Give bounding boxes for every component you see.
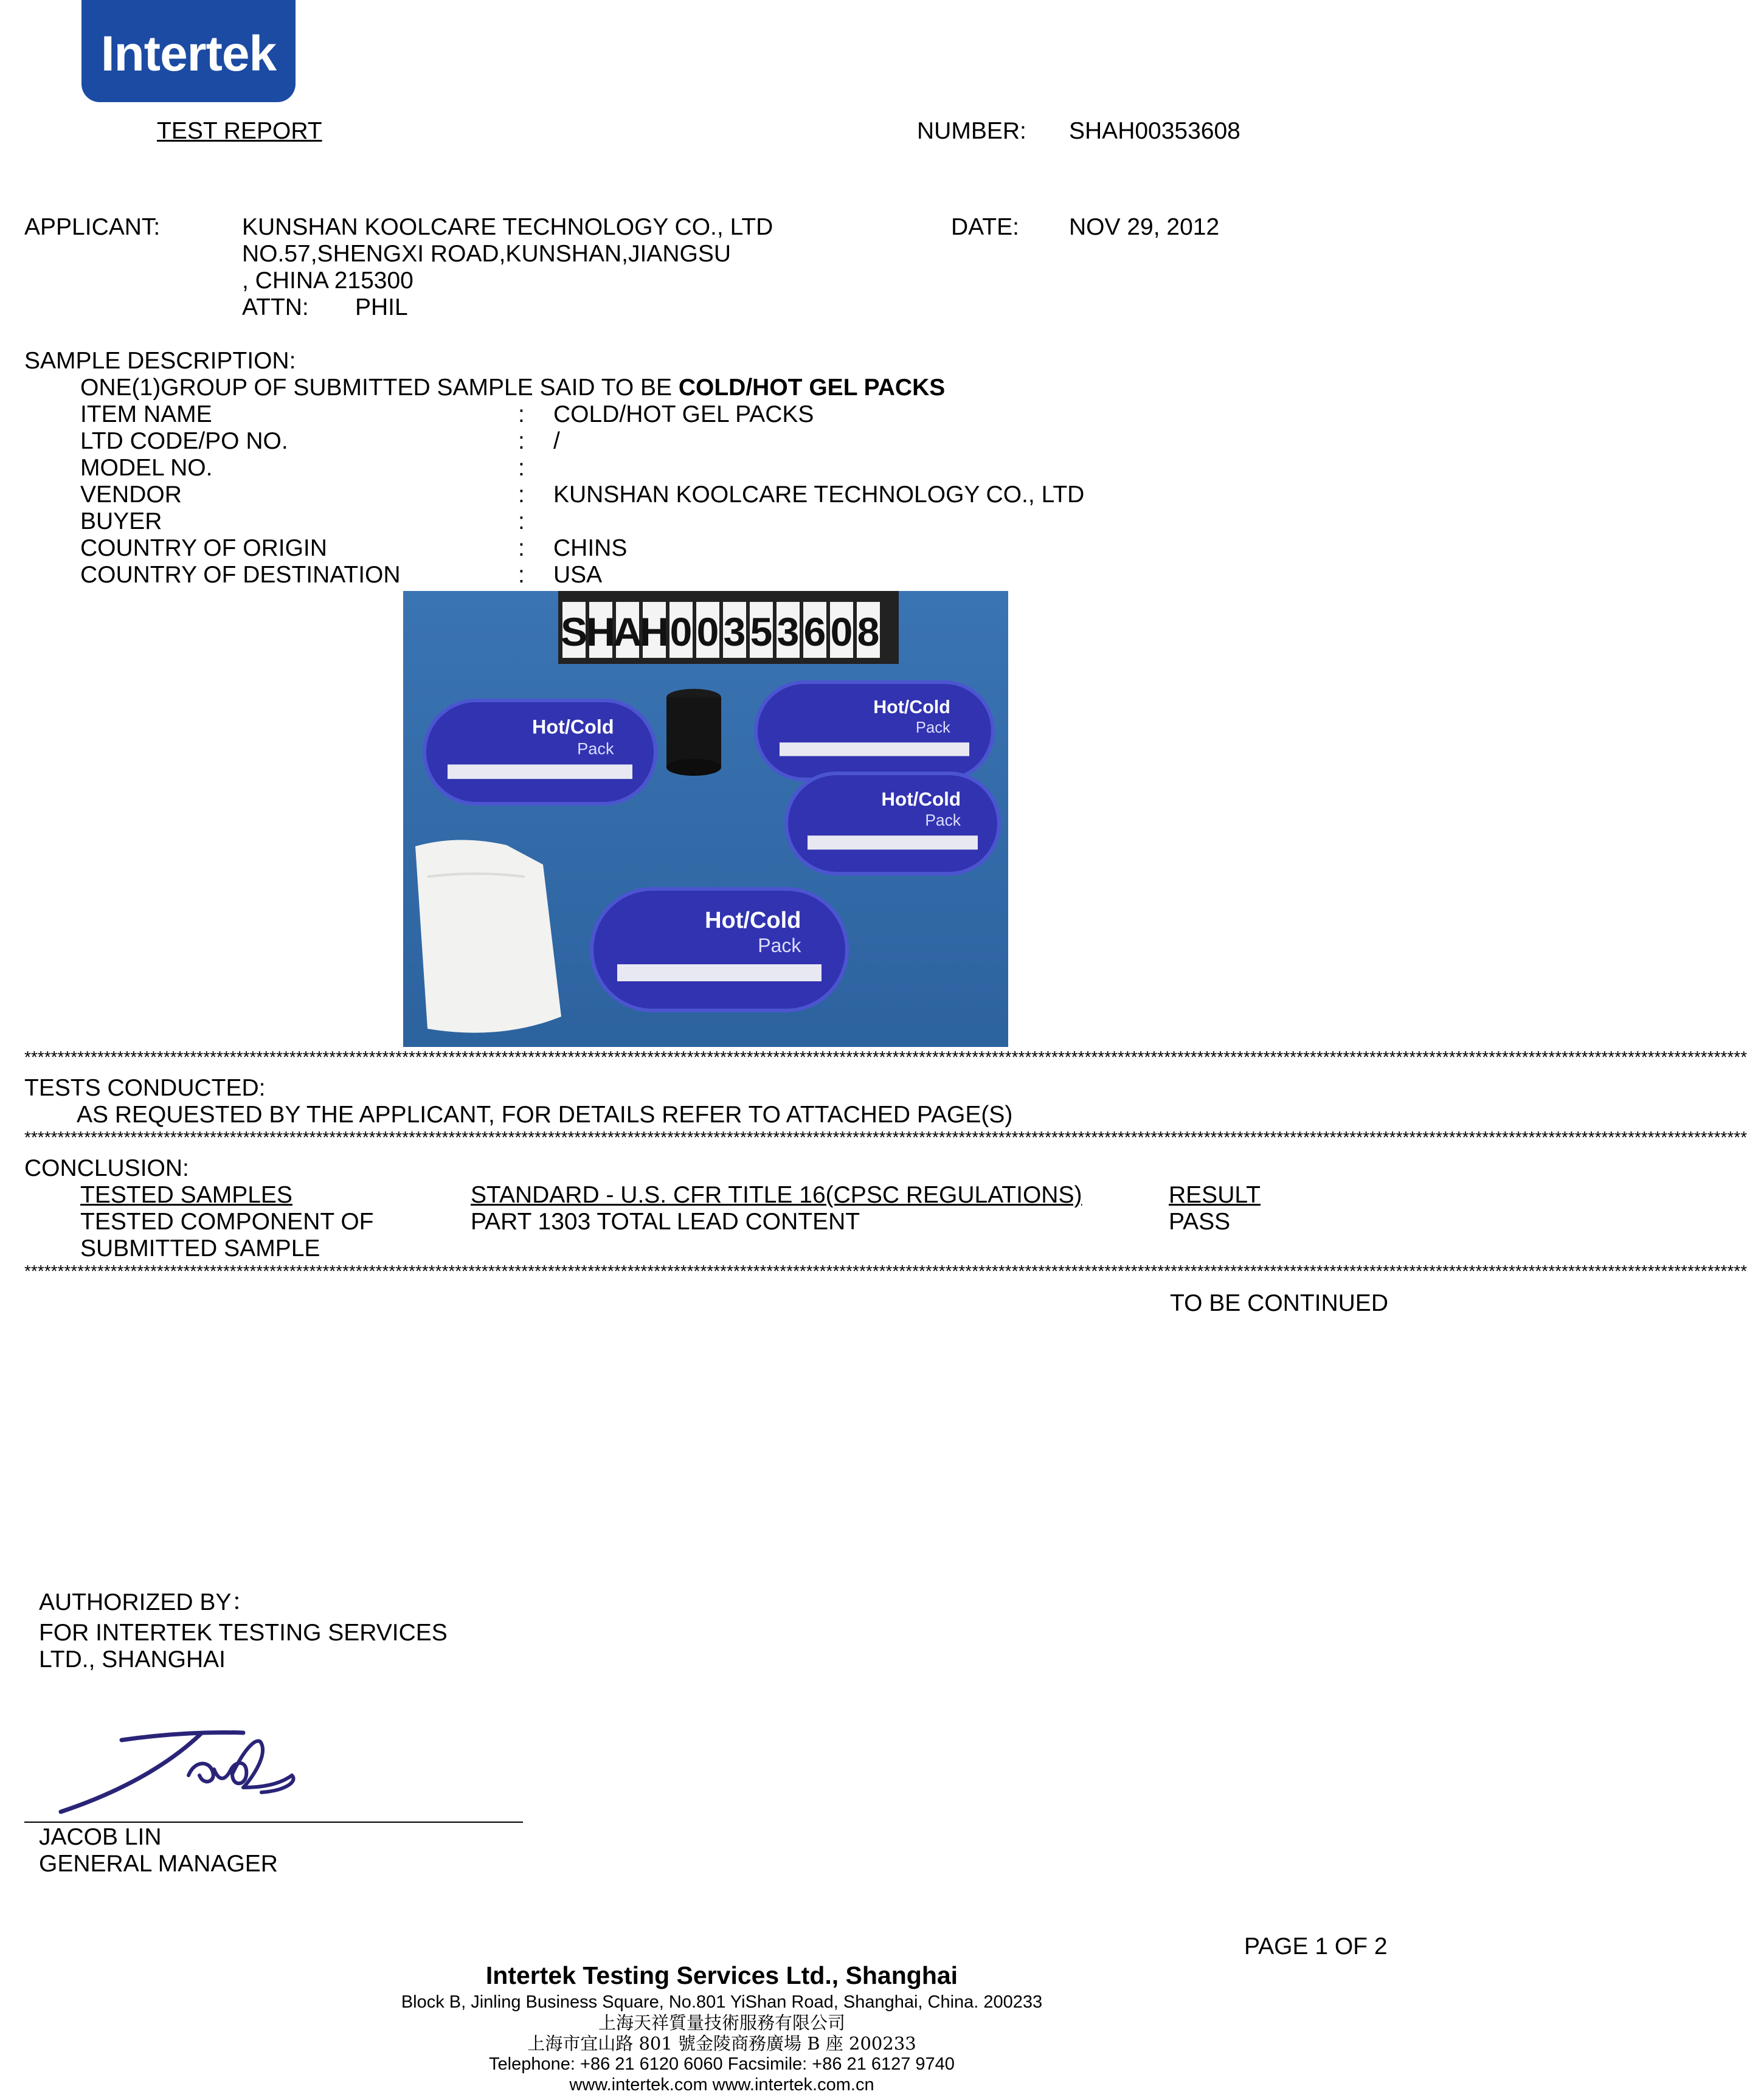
footer-address-cn: 上海市宜山路 801 號金陵商務廣場 B 座 200233 <box>527 2033 916 2054</box>
sample-row-value: CHINS <box>553 535 628 561</box>
photo-tag-char: 6 <box>803 609 826 654</box>
photo-gel-pack <box>424 700 656 804</box>
photo-pack-subtitle: Pack <box>758 934 801 956</box>
photo-tag-char: 8 <box>857 609 880 654</box>
separator-1: ******************************************************************************************************************************************************************************************************************************************************************** <box>24 1048 1747 1066</box>
photo-pack-subtitle: Pack <box>577 739 614 758</box>
sample-intro-text: ONE(1)GROUP OF SUBMITTED SAMPLE SAID TO BE <box>80 375 679 401</box>
sample-row-value: KUNSHAN KOOLCARE TECHNOLOGY CO., LTD <box>553 482 1085 508</box>
photo-tag-char: H <box>586 609 615 654</box>
signature <box>43 1684 328 1818</box>
signer-name: JACOB LIN <box>39 1824 162 1850</box>
photo-gel-pack <box>786 773 999 874</box>
photo-tag-char: 3 <box>777 609 800 654</box>
sample-row-key: COUNTRY OF DESTINATION <box>80 562 401 588</box>
separator-2: ******************************************************************************************************************************************************************************************************************************************************************** <box>24 1128 1747 1147</box>
attn-label: ATTN: <box>242 294 309 320</box>
footer-company-cn: 上海天祥質量技術服務有限公司 <box>598 2012 845 2033</box>
conclusion-col-standard: STANDARD - U.S. CFR TITLE 16(CPSC REGULATIONS) <box>471 1182 1082 1208</box>
footer-web: www.intertek.com www.intertek.com.cn <box>569 2075 874 2095</box>
photo-pack-title: Hot/Cold <box>532 716 614 738</box>
sample-row-separator: : <box>518 401 525 427</box>
sample-row-separator: : <box>518 428 525 454</box>
photo-tag-char: 5 <box>750 609 773 654</box>
date-value: NOV 29, 2012 <box>1069 214 1220 240</box>
sample-row-value: USA <box>553 562 603 588</box>
photo-tag-char: 0 <box>669 609 693 654</box>
sample-row-separator: : <box>518 508 525 534</box>
page-indicator: PAGE 1 OF 2 <box>1244 1933 1388 1960</box>
tested-component-line-2: SUBMITTED SAMPLE <box>80 1235 320 1262</box>
applicant-name: KUNSHAN KOOLCARE TECHNOLOGY CO., LTD <box>242 214 773 240</box>
sample-row-key: MODEL NO. <box>80 455 213 481</box>
sample-description-label: SAMPLE DESCRIPTION: <box>24 348 296 374</box>
sample-intro-bold: COLD/HOT GEL PACKS <box>678 375 946 401</box>
footer-company: Intertek Testing Services Ltd., Shanghai <box>485 1961 958 1989</box>
tests-conducted-text: AS REQUESTED BY THE APPLICANT, FOR DETAILS REFER TO ATTACHED PAGE(S) <box>77 1102 1013 1128</box>
sample-row-value: COLD/HOT GEL PACKS <box>553 401 814 427</box>
sample-row-separator: : <box>518 535 525 561</box>
sample-row-key: ITEM NAME <box>80 401 212 427</box>
authorized-by-line-1: FOR INTERTEK TESTING SERVICES <box>39 1620 448 1646</box>
number-label: NUMBER: <box>917 118 1026 144</box>
photo-tag-char: H <box>640 609 669 654</box>
conclusion-col-tested-samples: TESTED SAMPLES <box>80 1182 292 1208</box>
sample-row-separator: : <box>518 455 525 481</box>
signer-title: GENERAL MANAGER <box>39 1851 278 1877</box>
applicant-address-1: NO.57,SHENGXI ROAD,KUNSHAN,JIANGSU <box>242 241 731 267</box>
footer-phone: Telephone: +86 21 6120 6060 Facsimile: +86 21 6127 9740 <box>489 2054 955 2074</box>
applicant-address-2: , CHINA 215300 <box>242 268 413 294</box>
separator-3: ******************************************************************************************************************************************************************************************************************************************************************** <box>24 1262 1747 1280</box>
photo-tag-char: 3 <box>723 609 746 654</box>
photo-tag-char: 0 <box>830 609 853 654</box>
sample-row-separator: : <box>518 482 525 508</box>
footer-address-en: Block B, Jinling Business Square, No.801 YiShan Road, Shanghai, China. 200233 <box>401 1992 1043 2012</box>
tested-component-line-1: TESTED COMPONENT OF <box>80 1209 374 1235</box>
photo-pack-title: Hot/Cold <box>873 697 950 718</box>
sample-intro <box>80 375 945 401</box>
sample-photo <box>403 591 1008 1047</box>
to-be-continued: TO BE CONTINUED <box>1170 1290 1388 1316</box>
result-value: PASS <box>1169 1209 1231 1235</box>
sample-row-value: / <box>553 428 560 454</box>
sample-photo-illustration <box>403 591 1008 1047</box>
conclusion-col-result: RESULT <box>1169 1182 1261 1208</box>
standard-value: PART 1303 TOTAL LEAD CONTENT <box>471 1209 860 1235</box>
photo-tag-char: A <box>613 609 642 654</box>
sample-row-key: LTD CODE/PO NO. <box>80 428 288 454</box>
photo-gel-pack <box>756 682 993 779</box>
photo-tag-char: S <box>560 609 588 654</box>
authorized-by-line-2: LTD., SHANGHAI <box>39 1646 226 1673</box>
date-label: DATE: <box>951 214 1019 240</box>
sample-row-key: BUYER <box>80 508 162 534</box>
signature-line <box>24 1822 523 1823</box>
authorized-by-label: AUTHORIZED BY： <box>39 1589 255 1615</box>
photo-pack-title: Hot/Cold <box>881 788 961 810</box>
intertek-logo <box>81 0 296 102</box>
photo-pack-subtitle: Pack <box>915 719 950 737</box>
conclusion-label: CONCLUSION: <box>24 1155 189 1181</box>
tests-conducted-label: TESTS CONDUCTED: <box>24 1075 266 1101</box>
photo-gel-pack <box>592 889 847 1010</box>
sample-row-separator: : <box>518 562 525 588</box>
sample-row-key: VENDOR <box>80 482 182 508</box>
photo-pack-title: Hot/Cold <box>705 908 801 933</box>
applicant-label: APPLICANT: <box>24 214 161 240</box>
report-title: TEST REPORT <box>157 118 322 144</box>
photo-pack-subtitle: Pack <box>925 810 961 829</box>
photo-tag-char: 0 <box>696 609 719 654</box>
attn-value: PHIL <box>355 294 408 320</box>
logo-text: Intertek <box>100 26 277 81</box>
sample-row-key: COUNTRY OF ORIGIN <box>80 535 327 561</box>
number-value: SHAH00353608 <box>1069 118 1240 144</box>
